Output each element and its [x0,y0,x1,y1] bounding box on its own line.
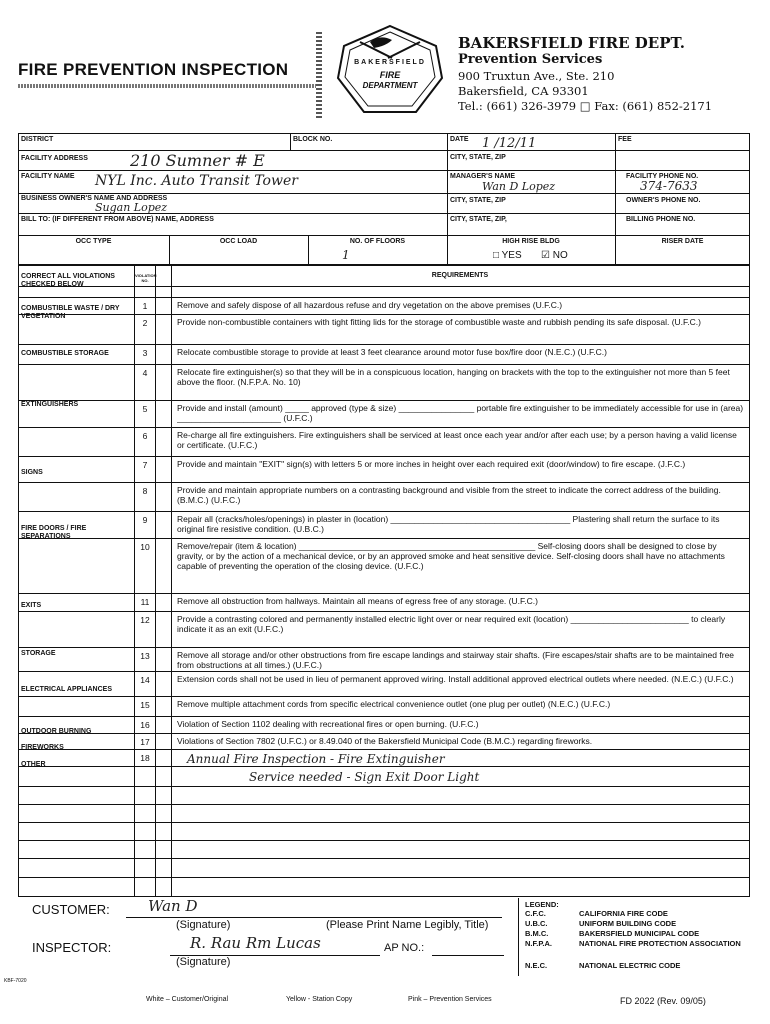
requirement-text: Remove all storage and/or other obstructions from fire escape landings and stairway stair shafts. (Fire escapes/stair shafts are to be maintained free from obstructions at all times.) (U.F.C.) [177,650,735,670]
logo-text-bot: DEPARTMENT [362,81,418,90]
high-rise-no-checkbox[interactable]: ☑ NO [541,250,568,261]
high-rise-yes-checkbox[interactable]: □ YES [493,250,522,261]
violation-number[interactable]: 2 [142,318,148,328]
row-rule [19,511,749,512]
requirement-text: Remove and safely dispose of all hazardous refuse and dry vegetation on the above premises (U.F.C.) [177,300,563,310]
requirement-text: Re-charge all fire extinguishers. Fire extinguishers shall be serviced at least once each year and/or after each use; by a person having a valid license or certificate. (U.F.C.) [177,430,737,450]
requirement-text: Provide and maintain "EXIT" sign(s) with letters 5 or more inches in height over each required exit (door/window) to fire escape. (J.F.C.) [177,459,686,469]
inspector-label: INSPECTOR: [32,940,112,955]
customer-sig-line [126,917,502,918]
col-rule [171,266,172,896]
violation-number[interactable]: 1 [142,301,148,311]
owner-phone-label: OWNER'S PHONE NO. [626,197,701,204]
violation-category: ELECTRICAL APPLIANCES [21,686,113,693]
requirement-text: Remove multiple attachment cords from specific electrical convenience outlet (one plug per outlet) (N.E.C.) (U.F.C.) [177,699,611,709]
requirement-text: Provide a contrasting colored and permanently installed electric light over or near required exit (location) _________________________ to clearly indicate it as an exit (U.F.C.) [177,614,726,634]
violation-number[interactable]: 13 [140,651,150,661]
grid-rule [18,193,750,194]
facility-name-label: FACILITY NAME [21,173,75,180]
row-rule [19,611,749,612]
copy-white: White – Customer/Original [146,996,229,1003]
requirement-text: Relocate fire extinguisher(s) so that they will be in a conspicuous location, hanging on brackets with the top to the extinguisher not more than 5 feet above the floor. (N.F.P.A. No. 10) [177,367,730,387]
floors-label: NO. OF FLOORS [349,238,406,245]
occ-load-label: OCC LOAD [219,238,258,245]
owner-label: BUSINESS OWNER'S NAME AND ADDRESS [21,195,168,202]
violation-category: COMBUSTIBLE WASTE / DRY VEGETATION [21,305,120,320]
requirement-text: Remove/repair (item & location) __________________________________________________ Self-closing doors shall be designed to close by gravity, or by the action of a mechanical device, or by an approved smoke and heat sensitive device. Self-closing doors shall have no attachments capable of preventing the operation of the closing device. (U.F.C.) [177,541,725,571]
requirement-text: Violation of Section 1102 dealing with recreational fires or open burning. (U.F.C.) [177,719,479,729]
facility-address-value[interactable]: 210 Sumner # E [130,151,265,170]
violation-category: FIREWORKS [21,744,64,751]
facility-name-value[interactable]: NYL Inc. Auto Transit Tower [95,173,298,189]
violation-number[interactable]: 6 [142,431,148,441]
row-rule [19,804,749,805]
customer-label: CUSTOMER: [32,902,110,917]
violation-number[interactable]: 4 [142,368,148,378]
fire-dept-logo [332,22,448,118]
legend-description: CALIFORNIA FIRE CODE [579,909,668,918]
violation-number[interactable]: 10 [140,542,150,552]
grid-rule [18,170,750,171]
fee-label: FEE [618,136,632,143]
violation-category: EXITS [21,602,42,609]
row-rule [19,647,749,648]
city2-label: CITY, STATE, ZIP [450,197,506,204]
row-rule [19,364,749,365]
title-underline [18,84,318,88]
head-correct-violations: CORRECT ALL VIOLATIONS CHECKED BELOW [21,273,115,288]
legend-description: BAKERSFIELD MUNICIPAL CODE [579,929,700,938]
legend-description: NATIONAL ELECTRIC CODE [579,961,681,970]
violation-number[interactable]: 7 [142,460,148,470]
legend-code: N.F.P.A. [525,939,552,948]
grid-rule [18,235,750,236]
violation-category: COMBUSTIBLE STORAGE [21,350,109,357]
requirement-text: Provide and maintain appropriate numbers on a contrasting background and visible from the street to indicate the correct address of the building. (B.M.C.) (U.F.C.) [177,485,721,505]
violation-number[interactable]: 18 [140,753,150,763]
owner-value[interactable]: Sugan Lopez [95,201,168,214]
violation-number[interactable]: 8 [142,486,148,496]
row-rule [19,593,749,594]
logo-text-mid: FIRE [379,70,401,80]
violation-number[interactable]: 16 [140,720,150,730]
row-rule [19,482,749,483]
requirement-text: Repair all (cracks/holes/openings) in plaster in (location) ______________________________________ Plastering shall return the surface to its original fire resistive condition. (U.B.C.) [177,514,720,534]
row-rule [19,786,749,787]
violation-category: STORAGE [21,650,56,657]
row-rule [19,456,749,457]
dept-address-1: 900 Truxtun Ave., Ste. 210 [458,69,615,83]
violation-number[interactable]: 12 [140,615,150,625]
violation-number[interactable]: 14 [140,675,150,685]
row-rule [19,858,749,859]
violation-number[interactable]: 3 [142,348,148,358]
violation-category: OTHER [21,761,46,768]
sig-caption-2: (Signature) [176,956,231,968]
head-violation-no: VIOLATION NO. [135,273,157,283]
manager-label: MANAGER'S NAME [450,173,516,180]
row-rule [19,822,749,823]
other-note-1[interactable]: Annual Fire Inspection - Fire Extinguisher [187,752,445,766]
block-label: BLOCK NO. [293,136,333,143]
legend-description: NATIONAL FIRE PROTECTION ASSOCIATION [579,939,741,948]
district-label: DISTRICT [21,136,54,143]
col-rule [134,266,135,896]
violations-table [18,265,750,897]
ap-no-line [432,955,504,956]
row-rule [19,877,749,878]
violation-category: SIGNS [21,469,43,476]
sig-caption-1: (Signature) [176,919,231,931]
riser-date-label: RISER DATE [661,238,704,245]
violation-number[interactable]: 11 [140,597,150,607]
customer-signature[interactable]: Wan D [148,897,198,915]
row-rule [19,671,749,672]
inspector-signature[interactable]: R. Rau Rm Lucas [190,934,321,952]
violation-number[interactable]: 15 [140,700,150,710]
head-requirements: REQUIREMENTS [431,272,489,279]
facility-address-label: FACILITY ADDRESS [21,155,88,162]
date-value[interactable]: 1 /12/11 [482,136,537,151]
row-rule [19,716,749,717]
dept-name: BAKERSFIELD FIRE DEPT. [458,34,685,52]
city-label: CITY, STATE, ZIP [450,154,506,161]
form-code: KBF-7020 [4,978,27,984]
dept-address-2: Bakersfield, CA 93301 [458,84,589,98]
high-rise-label: HIGH RISE BLDG [502,238,560,245]
logo-side-strip [316,30,322,118]
grid-rule [18,150,750,151]
requirement-text: Remove all obstruction from hallways. Maintain all means of egress free of any storage. (U.F.C.) [177,596,538,606]
legend-description: UNIFORM BUILDING CODE [579,919,677,928]
row-rule [19,696,749,697]
requirement-text: Provide non-combustible containers with tight fitting lids for the storage of combustible waste and rubbish pending its safe disposal. (U.F.C.) [177,317,701,327]
legend-code: C.F.C. [525,909,546,918]
city3-label: CITY, STATE, ZIP, [450,216,507,223]
violation-category: FIRE DOORS / FIRE SEPARATIONS [21,525,87,540]
row-rule [19,286,749,287]
manager-value[interactable]: Wan D Lopez [482,180,556,193]
form-number: FD 2022 (Rev. 09/05) [620,996,706,1006]
date-label: DATE [450,136,469,143]
facility-phone-label: FACILITY PHONE NO. [626,173,699,180]
logo-text-top: BAKERSFIELD [354,59,426,66]
floors-value[interactable]: 1 [342,248,350,262]
violation-number[interactable]: 17 [140,737,150,747]
print-name-caption: (Please Print Name Legibly, Title) [326,919,489,931]
occ-type-label: OCC TYPE [75,238,112,245]
violation-number[interactable]: 5 [142,404,148,414]
violation-number[interactable]: 9 [142,515,148,525]
form-title: FIRE PREVENTION INSPECTION [18,60,289,79]
division-name: Prevention Services [458,52,603,67]
copy-yellow: Yellow - Station Copy [286,996,353,1003]
row-rule [19,427,749,428]
grid-rule [290,133,291,151]
legend-box [518,898,751,976]
requirement-text: Violations of Section 7802 (U.F.C.) or 8.49.040 of the Bakersfield Municipal Code (B.M.C.) regarding fireworks. [177,736,593,746]
requirement-text: Provide and install (amount) _____ approved (type & size) ________________ portable fire extinguisher to be immediately accessible for use in (area) ______________________ (U.F.C.) [177,403,744,423]
legend-code: N.E.C. [525,961,548,970]
col-rule [155,266,156,896]
violation-category: EXTINGUISHERS [21,401,79,408]
copy-pink: Pink – Prevention Services [408,996,492,1003]
row-rule [19,297,749,298]
other-note-2[interactable]: Service needed - Sign Exit Door Light [249,770,480,784]
row-rule [19,344,749,345]
row-rule [19,840,749,841]
legend-code: U.B.C. [525,919,548,928]
dept-phones: Tel.: (661) 326-3979 □ Fax: (661) 852-2171 [458,99,713,113]
facility-phone-value[interactable]: 374-7633 [640,179,698,193]
ap-no-label: AP NO.: [384,942,425,954]
billing-phone-label: BILLING PHONE NO. [626,216,696,223]
violation-category: OUTDOOR BURNING [21,728,92,735]
legend-code: B.M.C. [525,929,549,938]
bill-to-label: BILL TO: (IF DIFFERENT FROM ABOVE) NAME, ADDRESS [21,216,214,223]
legend-title: LEGEND: [525,900,559,909]
requirement-text: Extension cords shall not be used in lieu of permanent approved wiring. Install additional approved electrical outlets where needed. (N.E.C.) (U.F.C.) [177,674,734,684]
requirement-text: Relocate combustible storage to provide at least 3 feet clearance around motor fuse box/fire door (N.E.C.) (U.F.C.) [177,347,607,357]
